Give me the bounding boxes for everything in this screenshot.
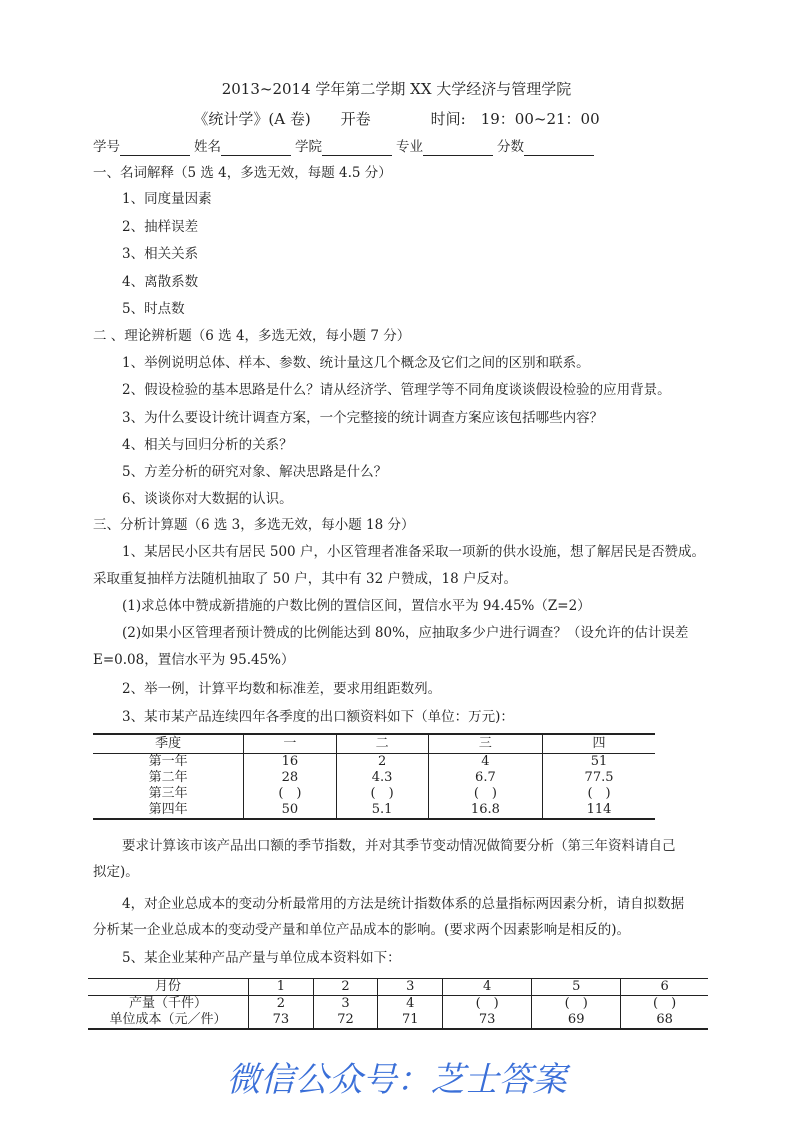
header-cell: 四 [543, 734, 655, 754]
list-item: 2、假设检验的基本思路是什么？请从经济学、管理学等不同角度谈谈假设检验的应用背景。 [122, 382, 671, 398]
question-text: 1、某居民小区共有居民 500 户，小区管理者准备采取一项新的供水设施，想了解居民是否赞成。 [122, 544, 705, 560]
cell: 第二年 [148, 770, 188, 785]
list-item: 6、谈谈你对大数据的认识。 [122, 491, 293, 507]
section-1-heading: 一、名词解释（5 选 4，多选无效，每题 4.5 分） [93, 165, 392, 181]
header-cell: 6 [621, 979, 708, 996]
blank [120, 141, 190, 156]
header-cell: 一 [244, 734, 336, 754]
cell: 68 [621, 1012, 708, 1029]
table-header-row [88, 979, 708, 996]
question-text: (2)如果小区管理者预计赞成的比例能达到 80%，应抽取多少户进行调查？（设允许的估计误差 [122, 625, 689, 641]
table-row [88, 996, 708, 1013]
cell: 4 [378, 996, 443, 1013]
list-item: 1、举例说明总体、样本、参数、统计量这几个概念及它们之间的区别和联系。 [122, 355, 590, 371]
field-label: 学院 [295, 139, 322, 155]
watermark: 微信公众号：芝士答案 [226, 1060, 567, 1100]
blank [221, 141, 291, 156]
field-label: 分数 [497, 139, 524, 155]
cell: 4 [428, 754, 542, 771]
table-row [93, 754, 655, 771]
cell: ( ) [428, 786, 542, 802]
cell: 第三年 [148, 786, 188, 801]
cell: 114 [543, 802, 655, 819]
table-row [93, 770, 655, 786]
table-row [88, 1012, 708, 1029]
cell: 16 [244, 754, 336, 771]
cell: ( ) [336, 786, 428, 802]
field-label: 专业 [396, 139, 423, 155]
list-item: 3、相关关系 [122, 246, 199, 262]
export-table [93, 733, 655, 820]
cell: 51 [543, 754, 655, 771]
cell: 72 [313, 1012, 378, 1029]
header-cell: 三 [428, 734, 542, 754]
exam-title: 2013~2014 学年第二学期 XX 大学经济与管理学院 [221, 80, 572, 98]
header-cell: 季度 [93, 734, 244, 754]
cell: 50 [244, 802, 336, 819]
cell: 单位成本（元／件） [109, 1012, 227, 1027]
list-item: 1、同度量因素 [122, 191, 212, 207]
cell: 产量（千件） [128, 996, 207, 1011]
cell: 第一年 [148, 754, 188, 769]
cell: 4.3 [336, 770, 428, 786]
section-2-heading: 二 、理论辨析题（6 选 4，多选无效，每小题 7 分） [93, 328, 411, 344]
cell: 2 [249, 996, 314, 1013]
blank [423, 141, 493, 156]
field-label: 学号 [93, 139, 120, 155]
list-item: 2、抽样误差 [122, 219, 199, 235]
student-info-fields [93, 138, 598, 156]
cell: 28 [244, 770, 336, 786]
question-text: 2、举一例，计算平均数和标准差，要求用组距数列。 [122, 681, 442, 697]
cell: 73 [249, 1012, 314, 1029]
table-row [93, 802, 655, 819]
header-cell: 1 [249, 979, 314, 996]
blank [524, 141, 594, 156]
exam-subtitle: 《统计学》(A 卷) 开卷 时间: 19：00~21：00 [193, 110, 600, 128]
cell: 71 [378, 1012, 443, 1029]
table-header-row [93, 734, 655, 754]
question-text: 采取重复抽样方法随机抽取了 50 户，其中有 32 户赞成，18 户反对。 [93, 571, 517, 587]
cell: ( ) [244, 786, 336, 802]
cell: 73 [443, 1012, 532, 1029]
list-item: 5、时点数 [122, 301, 185, 317]
list-item: 4、离散系数 [122, 274, 199, 290]
cell: ( ) [532, 996, 621, 1013]
question-text: 分析某一企业总成本的变动受产量和单位产品成本的影响。(要求两个因素影响是相反的)。 [93, 922, 631, 938]
header-cell: 4 [443, 979, 532, 996]
cell: ( ) [621, 996, 708, 1013]
list-item: 3、为什么要设计统计调查方案，一个完整接的统计调查方案应该包括哪些内容？ [122, 410, 604, 426]
list-item: 5、方差分析的研究对象、解决思路是什么？ [122, 464, 388, 480]
cell: 第四年 [148, 802, 188, 817]
header-cell: 二 [336, 734, 428, 754]
blank [322, 141, 392, 156]
cell: ( ) [443, 996, 532, 1013]
section-3-heading: 三、分析计算题（6 选 3，多选无效，每小题 18 分） [93, 517, 415, 533]
cell: 3 [313, 996, 378, 1013]
question-text: 3、某市某产品连续四年各季度的出口额资料如下（单位：万元)： [122, 709, 514, 725]
table-row [93, 786, 655, 802]
cell: 69 [532, 1012, 621, 1029]
field-label: 姓名 [194, 139, 221, 155]
header-cell: 3 [378, 979, 443, 996]
cell: 5.1 [336, 802, 428, 819]
question-text: 要求计算该市该产品出口额的季节指数，并对其季节变动情况做简要分析（第三年资料请自己 [122, 838, 676, 854]
cell: 16.8 [428, 802, 542, 819]
cell: 77.5 [543, 770, 655, 786]
question-text: 5、某企业某种产品产量与单位成本资料如下： [122, 950, 401, 966]
question-text: 拟定)。 [93, 864, 139, 880]
question-text: (1)求总体中赞成新措施的户数比例的置信区间，置信水平为 94.45%（Z=2） [122, 598, 591, 614]
cell: 2 [336, 754, 428, 771]
header-cell: 5 [532, 979, 621, 996]
cell: 6.7 [428, 770, 542, 786]
header-cell: 月份 [88, 979, 249, 996]
cell: ( ) [543, 786, 655, 802]
question-text: 4，对企业总成本的变动分析最常用的方法是统计指数体系的总量指标两因素分析，请自拟数据 [122, 896, 685, 912]
list-item: 4、相关与回归分析的关系？ [122, 437, 293, 453]
cost-table [88, 978, 708, 1030]
header-cell: 2 [313, 979, 378, 996]
question-text: E=0.08，置信水平为 95.45%） [93, 652, 295, 668]
